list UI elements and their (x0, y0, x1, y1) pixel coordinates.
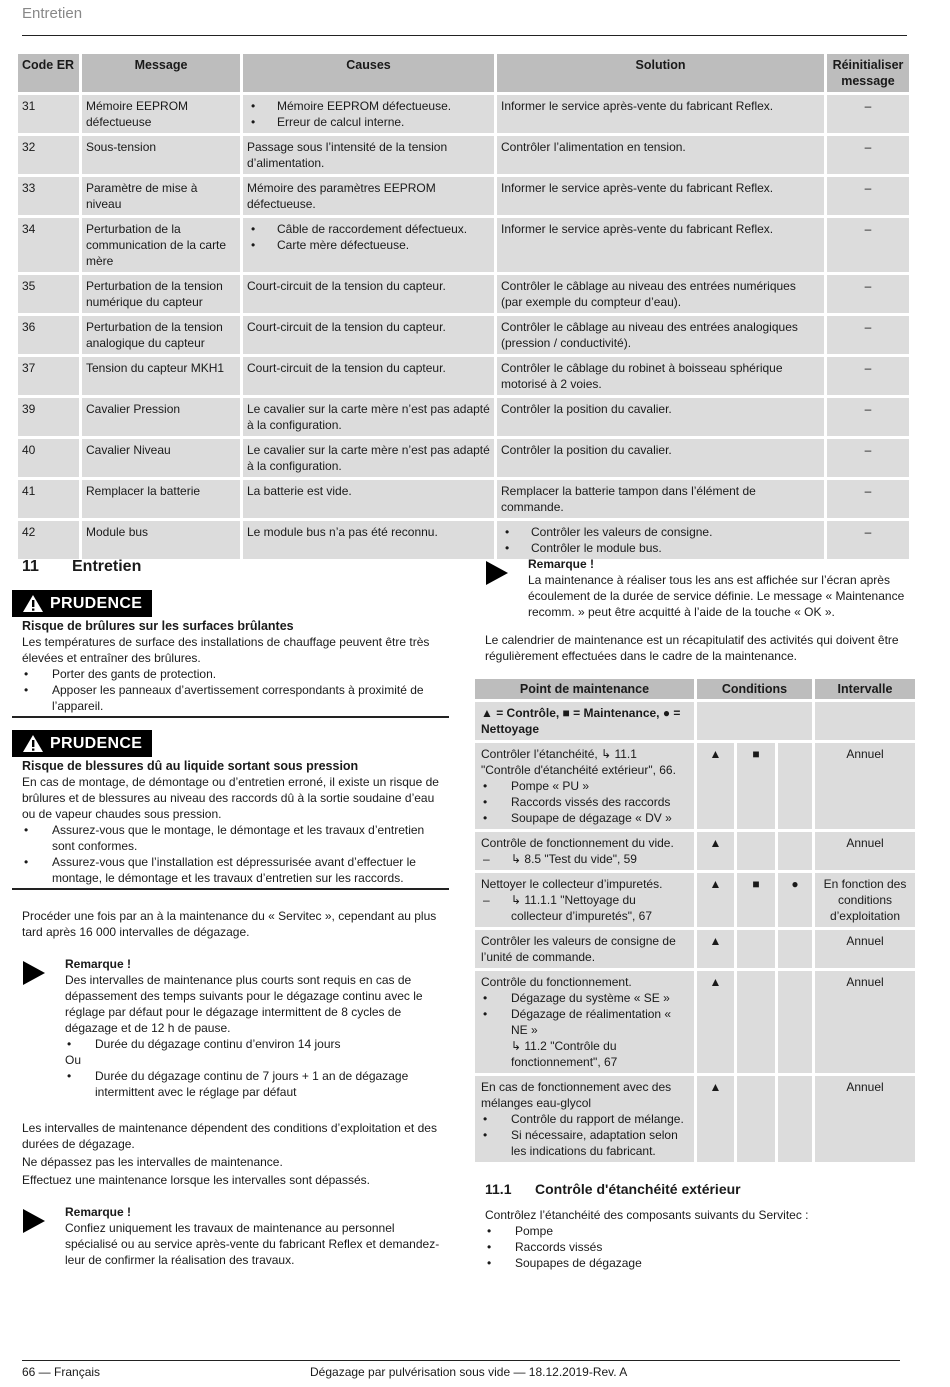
solution-item: • Contrôler le module bus. (501, 540, 820, 556)
error-code: 32 (18, 136, 79, 174)
error-code: 37 (18, 357, 79, 395)
reference-link[interactable]: – ↳ 8.5 "Test du vide", 59 (481, 851, 688, 867)
table-row (475, 930, 915, 968)
error-causes: Le cavalier sur la carte mère n’est pas adapté à la configuration. (243, 398, 494, 436)
error-table (15, 51, 912, 562)
table-row (18, 357, 909, 395)
error-solution: Informer le service après-vente du fabricant Reflex. (497, 177, 824, 215)
condition-check: ▲ (697, 743, 734, 829)
table-row (18, 316, 909, 354)
error-code: 36 (18, 316, 79, 354)
error-message: Perturbation de la communication de la carte mère (82, 218, 240, 272)
section-number: 11 (22, 558, 39, 575)
error-message: Cavalier Niveau (82, 439, 240, 477)
error-reset: – (827, 95, 909, 133)
list-item: • Raccords vissés (485, 1239, 912, 1255)
warning-badge (12, 590, 152, 617)
row-text: Contrôler les valeurs de consigne de l’unité de commande. (475, 930, 694, 968)
error-causes (243, 218, 494, 272)
condition-check: ▲ (697, 930, 734, 968)
left-column (12, 556, 449, 1268)
warning-item: • Assurez-vous que l’installation est dépressurisée avant d’effectuer le montage, le démontage et les travaux d’entretien sur les raccords. (22, 854, 449, 886)
note-arrow-icon (485, 556, 528, 620)
warning-triangle-icon (22, 734, 44, 753)
interval-cell: Annuel (815, 743, 915, 829)
footer-page: 66 — Français (22, 1365, 101, 1379)
error-message: Cavalier Pression (82, 398, 240, 436)
warning-badge (12, 730, 152, 757)
error-message: Perturbation de la tension numérique du capteur (82, 275, 240, 313)
legend-text: ▲ = Contrôle, ■ = Maintenance, ● = Nettoyage (475, 702, 694, 740)
list-item: • Pompe (485, 1223, 912, 1239)
error-causes: Le module bus n’a pas été reconnu. (243, 521, 494, 559)
error-code: 41 (18, 480, 79, 518)
note-text: Confiez uniquement les travaux de maintenance au personnel spécialisé ou au service après-vente du fabricant Reflex et demandez-leur de confirmer la réalisation des travaux. (65, 1221, 440, 1267)
table-row (475, 743, 915, 829)
intervals-paragraph: Ne dépassez pas les intervalles de maintenance. (22, 1155, 283, 1169)
row-text: En cas de fonctionnement avec des mélanges eau-glycol (481, 1080, 672, 1110)
interval-cell: Annuel (815, 930, 915, 968)
header-title: Entretien (22, 5, 83, 22)
col-header-point: Point de maintenance (475, 679, 694, 699)
list-item: • Raccords vissés des raccords (481, 794, 688, 810)
condition-cleaning (778, 1076, 812, 1162)
warning-badge-label: PRUDENCE (50, 594, 143, 612)
error-solution: Remplacer la batterie tampon dans l’élément de commande. (497, 480, 824, 518)
error-reset: – (827, 316, 909, 354)
error-code: 33 (18, 177, 79, 215)
error-code: 31 (18, 95, 79, 133)
subsection-number: 11.1 (485, 1181, 512, 1197)
col-header-interval: Intervalle (815, 679, 915, 699)
table-row (18, 95, 909, 133)
condition-maintenance (737, 1076, 775, 1162)
error-causes: Le cavalier sur la carte mère n’est pas adapté à la configuration. (243, 439, 494, 477)
note-title: Remarque ! (528, 557, 595, 571)
table-row (18, 480, 909, 518)
col-header-solution: Solution (497, 54, 824, 92)
error-reset: – (827, 398, 909, 436)
table-row (475, 873, 915, 927)
section-title: Entretien (72, 558, 142, 575)
warning-item: • Apposer les panneaux d’avertissement correspondants à proximité de l’appareil. (22, 682, 449, 714)
col-header-causes: Causes (243, 54, 494, 92)
list-item: • Dégazage de réalimentation « NE » (481, 1006, 688, 1038)
note-title: Remarque ! (65, 1205, 132, 1219)
table-row (18, 218, 909, 272)
table-row (475, 1076, 915, 1162)
list-item: • Si nécessaire, adaptation selon les indications du fabricant. (481, 1127, 688, 1159)
warning-triangle-icon (22, 594, 44, 613)
condition-cleaning (778, 930, 812, 968)
condition-maintenance (737, 971, 775, 1073)
error-reset: – (827, 439, 909, 477)
condition-maintenance: ■ (737, 743, 775, 829)
maintenance-table-wrap (475, 676, 912, 1165)
subsection-paragraph: Contrôlez l’étanchéité des composants suivants du Servitec : (485, 1208, 809, 1222)
row-text: Nettoyer le collecteur d’impuretés. (481, 877, 663, 891)
note-text: La maintenance à réaliser tous les ans est affichée sur l’écran après écoulement de la durée de service définie. Le message « Maintenance recomm. » peut être acquitté à l’aide de la touche « OK ». (528, 573, 905, 619)
error-message: Module bus (82, 521, 240, 559)
note-or: Ou (65, 1053, 82, 1067)
condition-check: ▲ (697, 832, 734, 870)
error-solution: Informer le service après-vente du fabricant Reflex. (497, 218, 824, 272)
table-row (18, 136, 909, 174)
error-reset: – (827, 521, 909, 559)
legend-row (475, 702, 915, 740)
error-reset: – (827, 218, 909, 272)
warning-text: Les températures de surface des installations de chauffage peuvent être très élevées et entraîner des brûlures. (22, 635, 430, 665)
maintenance-paragraph: Procéder une fois par an à la maintenance du « Servitec », cependant au plus tard après 16 000 intervalles de dégazage. (22, 909, 437, 939)
note-personnel (12, 1204, 449, 1268)
error-causes: Court-circuit de la tension du capteur. (243, 275, 494, 313)
error-reset: – (827, 275, 909, 313)
subsection-heading (475, 1181, 912, 1197)
error-message: Perturbation de la tension analogique du capteur (82, 316, 240, 354)
maintenance-table-header (475, 679, 915, 699)
list-item: • Contrôle du rapport de mélange. (481, 1111, 688, 1127)
error-solution: Informer le service après-vente du fabricant Reflex. (497, 95, 824, 133)
note-title: Remarque ! (65, 957, 132, 971)
table-row (18, 398, 909, 436)
note-item: • Durée du dégazage continu d’environ 14 jours (65, 1036, 449, 1052)
list-item: • Soupapes de dégazage (485, 1255, 912, 1271)
error-solution: Contrôler la position du cavalier. (497, 398, 824, 436)
warning-title: Risque de brûlures sur les surfaces brûlantes (22, 619, 294, 633)
warning-pressure (12, 730, 449, 890)
row-text (481, 746, 688, 778)
error-causes: Passage sous l’intensité de la tension d’alimentation. (243, 136, 494, 174)
subsection-title: Contrôle d'étanchéité extérieur (535, 1181, 741, 1197)
error-code: 35 (18, 275, 79, 313)
note-display (475, 556, 912, 620)
table-row (475, 971, 915, 1073)
error-table-header (18, 54, 909, 92)
note-arrow-icon (22, 1204, 65, 1268)
condition-cleaning (778, 832, 812, 870)
condition-check: ▲ (697, 873, 734, 927)
error-message: Remplacer la batterie (82, 480, 240, 518)
error-solution: Contrôler le câblage au niveau des entrées analogiques (pression / conductivité). (497, 316, 824, 354)
condition-check: ▲ (697, 1076, 734, 1162)
condition-check: ▲ (697, 971, 734, 1073)
error-reset: – (827, 357, 909, 395)
error-message: Mémoire EEPROM défectueuse (82, 95, 240, 133)
col-header-reset: Réinitialiser message (827, 54, 909, 92)
note-intervals (12, 956, 449, 1100)
row-text: Contrôle de fonctionnement du vide. (481, 836, 674, 850)
condition-cleaning: ● (778, 873, 812, 927)
error-code: 34 (18, 218, 79, 272)
error-code: 39 (18, 398, 79, 436)
right-column (475, 556, 912, 1271)
condition-maintenance: ■ (737, 873, 775, 927)
interval-cell: Annuel (815, 1076, 915, 1162)
interval-cell: Annuel (815, 832, 915, 870)
error-code: 42 (18, 521, 79, 559)
error-code: 40 (18, 439, 79, 477)
warning-badge-label: PRUDENCE (50, 734, 143, 752)
error-causes: Mémoire des paramètres EEPROM défectueuse. (243, 177, 494, 215)
reference-link[interactable]: – ↳ 11.1.1 "Nettoyage du collecteur d’impuretés", 67 (481, 892, 688, 924)
row-text: Contrôle du fonctionnement. (481, 975, 632, 989)
table-row (475, 832, 915, 870)
cause-item: • Câble de raccordement défectueux. (247, 221, 490, 237)
table-row (18, 177, 909, 215)
warning-text: En cas de montage, de démontage ou d’entretien erroné, il existe un risque de brûlures et de blessures au niveau des raccords dû à la sortie soudaine d’eau ou de vapeur chaudes sous pression. (22, 775, 439, 821)
error-reset: – (827, 136, 909, 174)
note-arrow-icon (22, 956, 65, 1100)
solution-item: • Contrôler les valeurs de consigne. (501, 524, 820, 540)
intervals-paragraph: Effectuez une maintenance lorsque les intervalles sont dépassés. (22, 1173, 370, 1187)
footer-doc-title: Dégazage par pulvérisation sous vide — 18.12.2019-Rev. A (310, 1365, 628, 1379)
cause-item: • Carte mère défectueuse. (247, 237, 490, 253)
note-text: Des intervalles de maintenance plus courts sont requis en cas de dépassement des temps suivants pour le dégazage continu avec le réglage par défaut pour le dégazage intermittent de 8 cycles de dégazage et de 12 h de pause. (65, 973, 423, 1035)
error-causes (243, 95, 494, 133)
condition-maintenance (737, 832, 775, 870)
table-row (18, 439, 909, 477)
error-solution: Contrôler l’alimentation en tension. (497, 136, 824, 174)
warning-item: • Assurez-vous que le montage, le démontage et les travaux d’entretien sont conformes. (22, 822, 449, 854)
error-solution: Contrôler la position du cavalier. (497, 439, 824, 477)
cause-item: • Mémoire EEPROM défectueuse. (247, 98, 490, 114)
error-reset: – (827, 177, 909, 215)
intervals-paragraph: Les intervalles de maintenance dépendent des conditions d’exploitation et des durées de dégazage. (22, 1121, 437, 1151)
col-header-message: Message (82, 54, 240, 92)
schedule-paragraph: Le calendrier de maintenance est un récapitulatif des activités qui doivent être régulièrement effectuées dans le cadre de la maintenance. (485, 633, 899, 663)
maintenance-table (472, 676, 918, 1165)
list-item: • Pompe « PU » (481, 778, 688, 794)
cause-item: • Erreur de calcul interne. (247, 114, 490, 130)
note-item: • Durée du dégazage continu de 7 jours + 1 an de dégazage intermittent avec le réglage par défaut (65, 1068, 449, 1100)
warning-title: Risque de blessures dû au liquide sortant sous pression (22, 759, 359, 773)
condition-cleaning (778, 971, 812, 1073)
col-header-code: Code ER (18, 54, 79, 92)
error-message: Sous-tension (82, 136, 240, 174)
warning-item: • Porter des gants de protection. (22, 666, 449, 682)
error-causes: Court-circuit de la tension du capteur. (243, 316, 494, 354)
warning-divider (12, 888, 449, 890)
footer-rule (22, 1360, 900, 1361)
error-solution: Contrôler le câblage au niveau des entrées numériques (par exemple du compteur d’eau). (497, 275, 824, 313)
error-causes: La batterie est vide. (243, 480, 494, 518)
reference-link[interactable]: ↳ 11.2 "Contrôle du fonctionnement", 67 (511, 1039, 618, 1069)
condition-cleaning (778, 743, 812, 829)
header-rule (22, 35, 907, 36)
interval-cell: En fonction des conditions d’exploitation (815, 873, 915, 927)
list-item: • Dégazage du système « SE » (481, 990, 688, 1006)
row-text-main: Contrôler l’étanchéité, ↳ 11.1 "Contrôle d'étanchéité extérieur", 66. (481, 747, 676, 777)
warning-divider (12, 716, 449, 718)
section-heading (12, 556, 449, 578)
error-solution (497, 521, 824, 559)
condition-maintenance (737, 930, 775, 968)
table-row (18, 275, 909, 313)
error-message: Paramètre de mise à niveau (82, 177, 240, 215)
col-header-conditions: Conditions (697, 679, 812, 699)
interval-cell: Annuel (815, 971, 915, 1073)
table-row (18, 521, 909, 559)
error-causes: Court-circuit de la tension du capteur. (243, 357, 494, 395)
warning-burns (12, 590, 449, 718)
error-message: Tension du capteur MKH1 (82, 357, 240, 395)
list-item: • Soupape de dégazage « DV » (481, 810, 688, 826)
error-solution: Contrôler le câblage du robinet à boisseau sphérique motorisé à 2 voies. (497, 357, 824, 395)
error-reset: – (827, 480, 909, 518)
